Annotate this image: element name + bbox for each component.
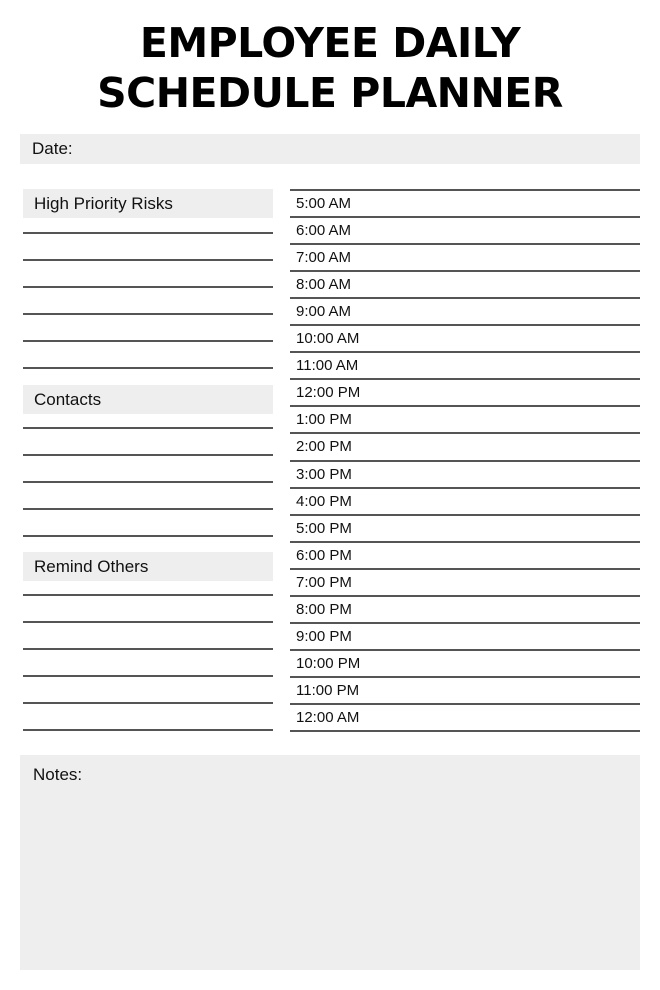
contact-entry-line[interactable] [23,508,273,510]
time-slot-label: 8:00 AM [296,276,352,293]
contact-entry-line[interactable] [23,454,273,456]
contacts-header [23,385,273,414]
time-slot-label: 9:00 PM [296,628,352,645]
high-priority-risk-entry-line[interactable] [23,340,273,342]
time-slot-label: 1:00 PM [296,411,352,428]
high-priority-risks-label: High Priority Risks [34,193,173,213]
time-slot-label: 10:00 AM [296,330,360,347]
time-slot-label: 7:00 PM [296,574,352,591]
high-priority-risks-header [23,189,273,218]
time-slot-label: 12:00 PM [296,384,361,401]
time-slot-label: 5:00 PM [296,520,352,537]
remind-others-entry-line[interactable] [23,621,273,623]
date-field[interactable] [20,134,640,164]
high-priority-risk-entry-line[interactable] [23,313,273,315]
time-slot-label: 11:00 AM [296,357,359,374]
high-priority-risk-entry-line[interactable] [23,259,273,261]
date-label: Date: [32,139,73,158]
time-slot-label: 6:00 AM [296,222,352,239]
time-row-divider [290,730,640,732]
time-slot-label: 12:00 AM [296,709,360,726]
time-slot-label: 7:00 AM [296,249,352,266]
time-slot-label: 6:00 PM [296,547,352,564]
remind-others-entry-line[interactable] [23,729,273,731]
title-line-1: EMPLOYEE DAILY [139,19,521,67]
contacts-label: Contacts [34,389,102,409]
remind-others-entry-line[interactable] [23,648,273,650]
notes-area[interactable] [20,755,640,970]
remind-others-entry-line[interactable] [23,702,273,704]
high-priority-risk-entry-line[interactable] [23,286,273,288]
time-slot-label: 5:00 AM [296,195,352,212]
time-slot-label: 3:00 PM [296,466,352,483]
contact-entry-line[interactable] [23,427,273,429]
remind-others-entry-line[interactable] [23,675,273,677]
remind-others-entry-line[interactable] [23,594,273,596]
remind-others-label: Remind Others [34,556,149,576]
time-slot-label: 2:00 PM [296,438,352,455]
high-priority-risk-entry-line[interactable] [23,367,273,369]
remind-others-header [23,552,273,581]
contact-entry-line[interactable] [23,481,273,483]
notes-label: Notes: [33,765,83,784]
time-slot-label: 9:00 AM [296,303,352,320]
page-title [0,18,660,118]
high-priority-risk-entry-line[interactable] [23,232,273,234]
time-slot-label: 10:00 PM [296,655,361,672]
time-slot-label: 11:00 PM [296,682,360,699]
title-line-2: SCHEDULE PLANNER [97,69,563,117]
time-slot-label: 4:00 PM [296,493,352,510]
contact-entry-line[interactable] [23,535,273,537]
time-slot-label: 8:00 PM [296,601,352,618]
